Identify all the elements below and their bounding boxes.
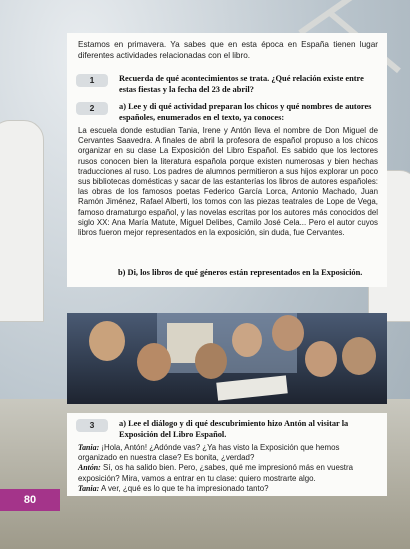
task-3-question: a) Lee el diálogo y di qué descubrimiento hizo Antón al visitar la Exposición del Libro Español. <box>119 419 349 439</box>
open-book <box>216 375 287 400</box>
task-number-badge: 3 <box>76 419 108 432</box>
dialogue-text: ¡Hola, Antón! ¿Adónde vas? ¿Ya has visto la Exposición que hemos organizado en nuestra clase? Es bonita, ¿verdad? <box>78 443 340 463</box>
dialogue <box>78 443 378 494</box>
dialogue-text: Sí, os ha salido bien. Pero, ¿sabes, qué me impresionó más en vuestra exposición? Mira, vamos a entrar en tu clase: quiero mostrarte algo. <box>78 463 354 483</box>
task-number-badge: 2 <box>76 102 108 115</box>
reading-passage: La escuela donde estudian Tania, Irene y Antón lleva el nombre de Don Miguel de Cervantes Saavedra. A finales de abril la profesora de español propuso a los chicos organizar en su clase La Exposición del Libro Español. Es sabido que los lectores rusos conocen bien la literatura española porque existen numerosas y bien hechas traducciones al ruso. Los padres de alumnos permitieron a sus hijos explorar un poco sus bibliotecas domésticas y sacar de las estanterías los libros de autores españoles: las obras de los famosos poetas Federico García Lorca, Antonio Machado, Juan Ramón Jiménez, Rafael Alberti, los tomos con las piezas teatrales de Lope de Vega, famoso dramaturgo español, y las novelas escritas por los autores más conocidos del siglo XX: Ana María Matute, Miguel Delibes, Camilo José Cela... Pero el autor cuyos libros fueron mejor representados en la exposición, sin duda, fue Cervantes. <box>78 126 378 238</box>
intro-paragraph: Estamos en primavera. Ya sabes que en esta época en España tienen lugar diferentes actividades relacionadas con el libro. <box>78 40 378 60</box>
dialogue-line <box>78 484 378 494</box>
speaker-name: Tania: <box>78 483 100 493</box>
speaker-name: Antón: <box>78 463 101 473</box>
dialogue-line <box>78 443 378 463</box>
page-number: 80 <box>0 489 60 511</box>
task-2 <box>76 102 380 123</box>
task-number-badge: 1 <box>76 74 108 87</box>
task-2-sub-question: b) Di, los libros de qué géneros están representados en la Exposición. <box>118 268 363 277</box>
windmill-left <box>0 120 44 322</box>
speaker-name: Tania: <box>78 443 100 452</box>
task-1 <box>76 74 380 95</box>
students-photo <box>67 313 387 404</box>
dialogue-text: A ver, ¿qué es lo que te ha impresionado tanto? <box>99 483 269 493</box>
dialogue-line <box>78 463 378 483</box>
task-1-question: Recuerda de qué acontecimientos se trata. ¿Qué relación existe entre estas fiestas y la fecha del 23 de abril? <box>119 74 364 94</box>
task-3 <box>76 419 380 440</box>
task-2-question: a) Lee y di qué actividad preparan los chicos y qué nombres de autores españoles, enumerados en el texto, ya conoces: <box>119 102 372 122</box>
